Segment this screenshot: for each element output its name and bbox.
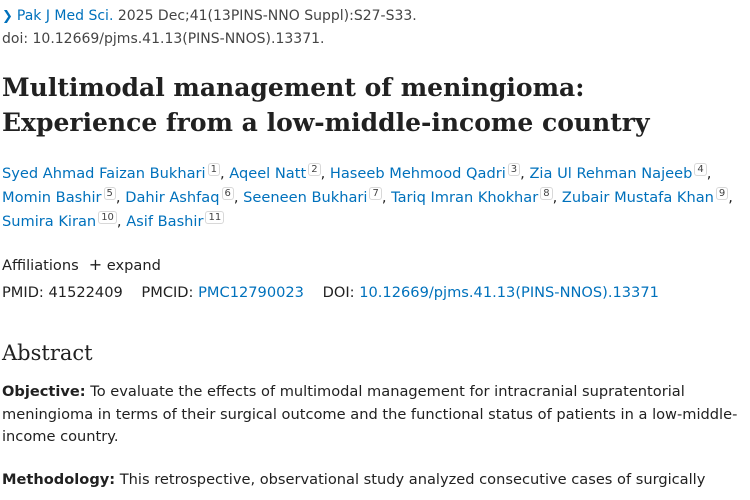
author-link[interactable]: Zubair Mustafa Khan (561, 189, 714, 206)
citation-details: 2025 Dec;41(13PINS-NNO Suppl):S27-S33. (113, 8, 417, 24)
author-link[interactable]: Syed Ahmad Faizan Bukhari (2, 165, 206, 182)
author-link[interactable]: Momin Bashir (2, 189, 102, 206)
author-link[interactable]: Aqeel Natt (229, 165, 307, 182)
author-list: Syed Ahmad Faizan Bukhari $^1$ , Aqeel Natt $^2$ , Haseeb Mehmood Qadri $^3$ , Zia Ul Rehman Najeeb $^4$ , Momin Bashir $^5$ , Dahir Ashfaq $^6$ , Seeneen Bukhari $^7$ , Tariq Imran Khokhar $^8$ , Zubair Mustafa Khan $^9$ , Sumira Kiran $^{10}$ , Asif Bashir $^{11}$ (2, 164, 733, 230)
article-identifiers (2, 282, 659, 304)
objective-text: To evaluate the effects of multimodal management for intracranial supratentorial meningioma in terms of their surgical outcome and the functional status of patients in a low-middle-income country. (2, 383, 738, 445)
pmcid-link[interactable]: PMC12790023 (198, 284, 304, 301)
affiliation-ref[interactable]: 2 (308, 163, 320, 176)
abstract-methodology (2, 469, 744, 492)
abstract-heading: Abstract (2, 341, 93, 365)
affiliations-toggle[interactable] (2, 254, 161, 277)
affiliation-ref[interactable]: 3 (508, 163, 520, 176)
doi-link[interactable]: 10.12669/pjms.41.13(PINS-NNOS).13371 (359, 284, 659, 301)
affiliation-ref[interactable]: 7 (369, 187, 381, 200)
affiliation-ref[interactable]: 1 (208, 163, 220, 176)
pmid-value: 41522409 (48, 284, 123, 301)
objective-label: Objective: (2, 383, 86, 400)
methodology-label: Methodology: (2, 471, 116, 488)
author-link[interactable]: Sumira Kiran (2, 213, 97, 230)
pmcid-label: PMCID: (141, 284, 194, 301)
affiliation-ref[interactable]: 11 (205, 211, 224, 224)
affiliation-ref[interactable]: 8 (540, 187, 552, 200)
plus-icon: + (88, 255, 103, 274)
author-link[interactable]: Seeneen Bukhari (243, 189, 368, 206)
chevron-right-icon: ❯ (2, 9, 13, 24)
author-link[interactable]: Tariq Imran Khokhar (391, 189, 539, 206)
author-link[interactable]: Zia Ul Rehman Najeeb (529, 165, 693, 182)
title-line-1: Multimodal management of meningioma: (2, 73, 585, 102)
abstract-objective (2, 381, 744, 449)
author-link[interactable]: Dahir Ashfaq (125, 189, 220, 206)
journal-link[interactable]: Pak J Med Sci. (16, 8, 114, 24)
affiliation-ref[interactable]: 10 (98, 211, 117, 224)
expand-label: expand (106, 257, 161, 274)
author-link[interactable]: Asif Bashir (126, 213, 204, 230)
doi-label: DOI: (322, 284, 355, 301)
citation-doi: doi: 10.12669/pjms.41.13(PINS-NNOS).13371. (2, 31, 325, 47)
methodology-text: This retrospective, observational study analyzed consecutive cases of surgically (115, 471, 706, 488)
title-line-2: Experience from a low-middle-income country (2, 108, 650, 137)
citation (2, 5, 417, 50)
affiliations-label: Affiliations (2, 257, 79, 274)
citation-line (2, 5, 417, 28)
article-title (2, 70, 747, 140)
author-link[interactable]: Haseeb Mehmood Qadri (329, 165, 506, 182)
affiliation-ref[interactable]: 9 (716, 187, 728, 200)
affiliation-ref[interactable]: 5 (104, 187, 116, 200)
affiliation-ref[interactable]: 6 (222, 187, 234, 200)
affiliation-ref[interactable]: 4 (694, 163, 706, 176)
pmid-label: PMID: (2, 284, 44, 301)
